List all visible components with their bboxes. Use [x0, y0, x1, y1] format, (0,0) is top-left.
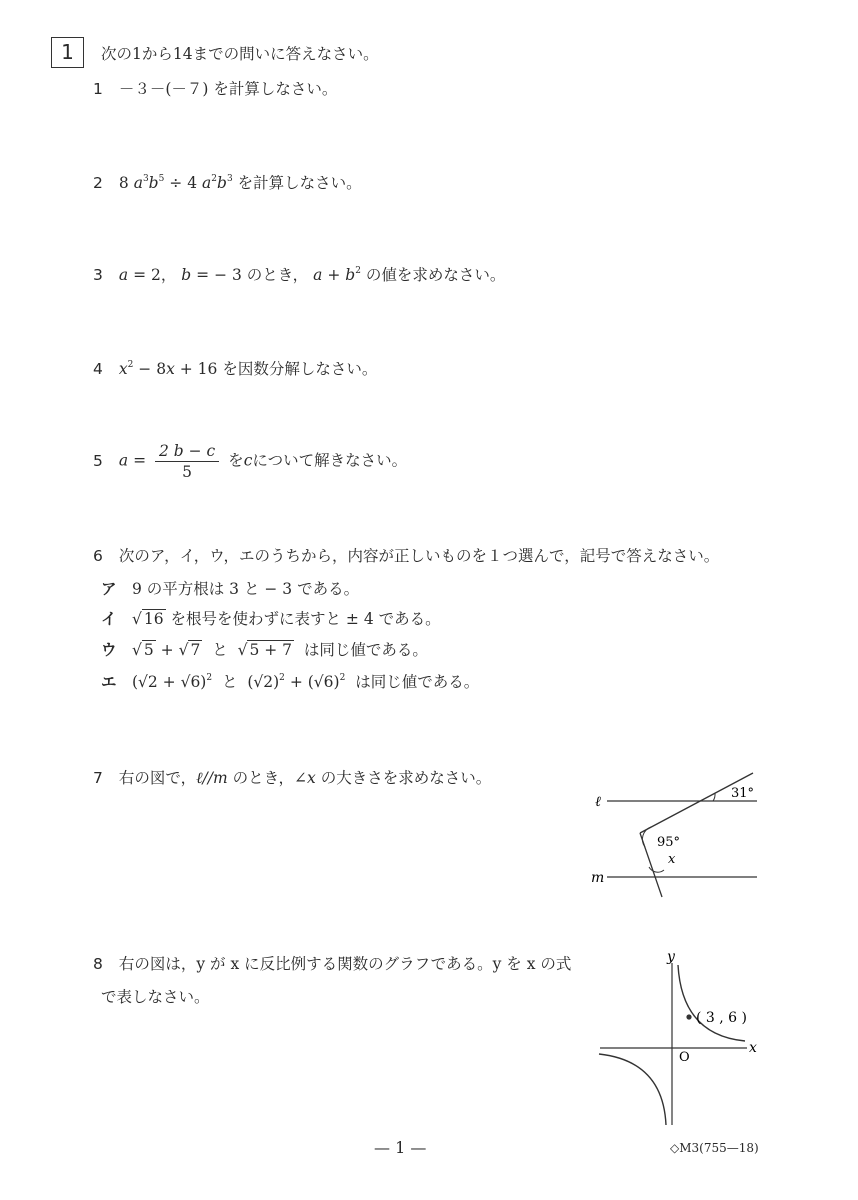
question-8 [93, 952, 571, 974]
q2-b-exponent: 5 [158, 174, 165, 184]
question-6 [93, 544, 719, 566]
question-3: 3 a = 2， b = − 3 のとき， $a + b^2$ の値を求めなさい。 [93, 266, 506, 284]
question-3-tail: の値を求めなさい。 [365, 266, 506, 284]
question-1-expression: －３－(－７) [118, 80, 209, 98]
section-instruction: 次の1から14までの問いに答えなさい。 [101, 45, 379, 63]
question-5-tail: について解きなさい。 [252, 451, 408, 470]
question-8-line2: で表しなさい。 [101, 988, 210, 1006]
q2-coef2: 4 [187, 174, 198, 192]
exponent: 2 [279, 673, 285, 683]
q2-var-a: a [133, 174, 143, 192]
q4-x-exponent: 2 [127, 360, 134, 370]
q6-option-a [101, 577, 359, 599]
label-angle-31: 31° [731, 786, 755, 801]
q7-text-mid: のとき， [232, 769, 295, 787]
q5-fraction [155, 442, 219, 481]
q3-a-value: = 2， [133, 266, 177, 284]
q6-option-u: ウ √ 5 + √ 7 と √ 5 + 7 は同じ値である。 [101, 638, 428, 660]
q3-when: のとき， [246, 266, 309, 284]
radicand: 16 [143, 610, 164, 628]
q2-var-b: b [148, 174, 159, 192]
hyperbola-branch-1 [678, 965, 745, 1041]
label-angle-x: x [668, 852, 676, 867]
q5-tail-var: c [243, 451, 253, 470]
question-2-tail: を計算しなさい。 [237, 174, 362, 192]
question-number: 5 [93, 451, 103, 470]
question-4: 4 $x^2 - 8x + 16$ を因数分解しなさい。 [93, 360, 378, 378]
question-number: 8 [93, 955, 103, 973]
option-e-part2b: + (√6) [289, 673, 340, 691]
question-1 [93, 77, 337, 99]
question-4-tail: を因数分解しなさい。 [222, 360, 378, 378]
radicand: 5 + 7 [249, 641, 293, 659]
exam-code: ◇M3(755—18) [670, 1141, 759, 1155]
option-e-part1: (√2 + √6) [131, 673, 207, 691]
page-number: — 1 — [374, 1138, 427, 1157]
q7-text-pre: 右の図で， [118, 769, 197, 787]
q2-b2-exponent: 3 [226, 174, 233, 184]
radicand: 7 [190, 641, 201, 659]
and-word: と [221, 673, 238, 691]
q2-division-sign: ÷ [169, 174, 183, 192]
option-text: を根号を使わずに表すと ± 4 である。 [170, 610, 441, 628]
question-2 [93, 171, 362, 193]
question-number: 2 [93, 174, 103, 192]
question-number: 1 [93, 80, 103, 98]
question-number: 7 [93, 769, 103, 787]
question-1-tail: を計算しなさい。 [213, 80, 338, 98]
q4-term2: − 8 [138, 360, 167, 378]
point-3-6 [686, 1014, 691, 1019]
and-word: と [212, 641, 228, 659]
hyperbola-branch-2 [599, 1054, 666, 1125]
question-number: 6 [93, 547, 103, 565]
label-axis-y: y [667, 949, 675, 965]
q2-coef1: 8 [118, 174, 129, 192]
label-m: m [591, 870, 605, 886]
plus-sign: + [160, 641, 174, 659]
option-label: ア [101, 580, 117, 598]
q3-plus: + [327, 266, 341, 284]
q5-denominator: 5 [182, 463, 193, 481]
figure-inverse-proportion-graph [595, 945, 765, 1130]
q6-option-e [101, 670, 479, 692]
option-label: ウ [101, 641, 117, 659]
angle-arc-x [649, 867, 664, 872]
q3-b-exponent: 2 [355, 266, 361, 276]
exponent: 2 [339, 673, 346, 683]
q2-a2-exponent: 2 [211, 174, 218, 184]
q2-var-b2: b [217, 174, 227, 192]
q5-equals: = [133, 451, 147, 470]
exponent: 2 [206, 673, 213, 683]
q4-term3: + 16 [179, 360, 218, 378]
question-5: 5 a = $\frac{2 b - c}{5}$ をcについて解きなさい。 [93, 442, 408, 481]
q2-a-exponent: 3 [142, 174, 149, 184]
option-text: 9 の平方根は 3 と − 3 である。 [131, 580, 360, 598]
question-number: 4 [93, 360, 103, 378]
label-origin: O [679, 1050, 690, 1065]
angle-arc-95 [642, 827, 651, 847]
q7-angle: ∠x [294, 769, 316, 787]
option-e-part2a: (√2) [247, 673, 280, 691]
q6-option-i: イ √ 16 を根号を使わずに表すと ± 4 である。 [101, 607, 441, 629]
question-8-line1: 右の図は，y が x に反比例する関数のグラフである。y を x の式 [118, 955, 572, 973]
q5-numerator: 2 b − c [155, 442, 219, 462]
section-number-box: 1 [51, 37, 84, 68]
option-text: は同じ値である。 [303, 641, 428, 659]
figure-parallel-lines [585, 765, 765, 905]
transversal-upper [640, 773, 753, 833]
q2-var-a2: a [202, 174, 212, 192]
label-point: ( 3 , 6 ) [696, 1010, 747, 1026]
label-l: ℓ [595, 794, 601, 810]
question-7 [93, 766, 491, 788]
option-label: イ [101, 610, 117, 628]
question-number: 3 [93, 266, 103, 284]
question-6-prompt: 次のア，イ，ウ，エのうちから，内容が正しいものを１つ選んで，記号で答えなさい。 [118, 547, 720, 565]
question-7-tail: の大きさを求めなさい。 [320, 769, 492, 787]
label-angle-95: 95° [657, 835, 681, 850]
label-axis-x: x [749, 1040, 757, 1056]
q5-tail-pre: を [228, 451, 244, 470]
q3-b-value: = − 3 [196, 266, 242, 284]
option-text: は同じ値である。 [355, 673, 480, 691]
option-label: エ [101, 673, 117, 691]
radicand: 5 [143, 641, 154, 659]
q7-parallel: ℓ//m [196, 769, 228, 787]
